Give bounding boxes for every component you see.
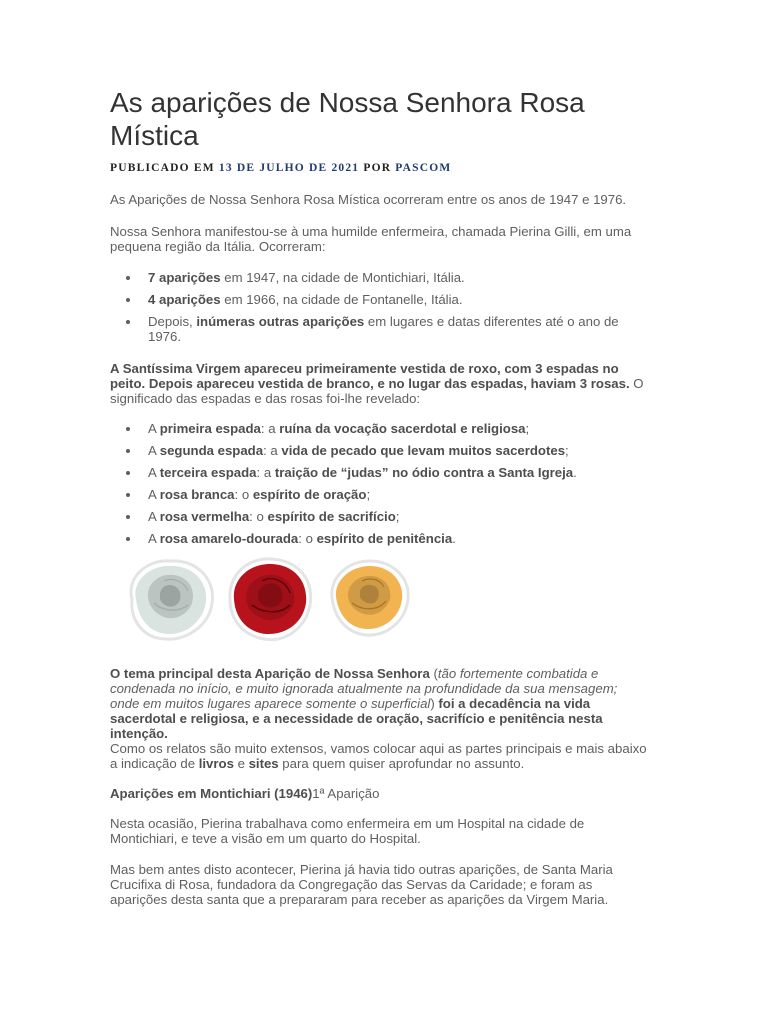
list-item: Depois, inúmeras outras aparições em lugares e datas diferentes até o ano de 1976. xyxy=(110,314,648,344)
occurrences-list xyxy=(110,270,655,344)
meanings-list xyxy=(110,421,655,546)
list-item: A primeira espada: a ruína da vocação sacerdotal e religiosa; xyxy=(110,421,648,436)
earlier-apparitions-paragraph: Mas bem antes disto acontecer, Pierina já havia tido outras aparições, de Santa Maria Crucifixa di Rosa, fundadora da Congregação das Servas da Caridade; e foram as aparições desta santa que a prepararam para receber as aparições da Virgem Maria. xyxy=(110,862,613,907)
list-item: A terceira espada: a traição de “judas” no ódio contra a Santa Igreja. xyxy=(110,465,648,480)
occasion-paragraph: Nesta ocasião, Pierina trabalhava como enfermeira em um Hospital na cidade de Montichiari, e teve a visão em um quarto do Hospital. xyxy=(110,816,585,846)
virgin-paragraph: A Santíssima Virgem apareceu primeiramente vestida de roxo, com 3 espadas no peito. Depois apareceu vestida de branco, e no lugar das espadas, haviam 3 rosas. O significado das espadas e das rosas foi-lhe revelado: xyxy=(110,361,644,406)
intro-paragraph: As Aparições de Nossa Senhora Rosa Mística ocorreram entre os anos de 1947 e 1976. xyxy=(110,192,627,207)
post-meta xyxy=(110,161,451,176)
list-item: 7 aparições em 1947, na cidade de Montichiari, Itália. xyxy=(110,270,648,285)
list-item: A rosa branca: o espírito de oração; xyxy=(110,487,648,502)
post-date-link[interactable]: 13 DE JULHO DE 2021 xyxy=(218,162,360,174)
list-item: A segunda espada: a vida de pecado que levam muitos sacerdotes; xyxy=(110,443,648,458)
by-label: POR xyxy=(363,162,392,174)
page-title: As aparições de Nossa Senhora Rosa Mística xyxy=(110,87,585,151)
section-heading: Aparições em Montichiari (1946)1ª Aparição xyxy=(110,786,380,801)
pierina-paragraph: Nossa Senhora manifestou-se à uma humilde enfermeira, chamada Pierina Gilli, em uma pequena região da Itália. Ocorreram: xyxy=(110,224,632,254)
list-item: A rosa vermelha: o espírito de sacrifício; xyxy=(110,509,648,524)
list-item: A rosa amarelo-dourada: o espírito de penitência. xyxy=(110,531,648,546)
author-link[interactable]: PASCOM xyxy=(395,162,452,174)
published-label: PUBLICADO EM xyxy=(110,162,215,174)
yellow-rose-image xyxy=(322,555,414,643)
theme-paragraph: O tema principal desta Aparição de Nossa Senhora (tão fortemente combatida e condenada no início, e muito ignorada atualmente na profundidade da sua mensagem; onde em muitos lugares aparece somente o superficial) foi a decadência na vida sacerdotal e religiosa, e a necessidade de oração, sacrifício e penitência nesta intenção. Como os relatos são muito extensos, vamos colocar aqui as partes principais e mais abaixo a indicação de livros e sites para quem quiser aprofundar no assunto. xyxy=(110,666,647,771)
white-rose-image xyxy=(124,555,216,643)
list-item: 4 aparições em 1966, na cidade de Fontanelle, Itália. xyxy=(110,292,648,307)
red-rose-image xyxy=(224,555,316,643)
roses-image xyxy=(124,555,414,645)
